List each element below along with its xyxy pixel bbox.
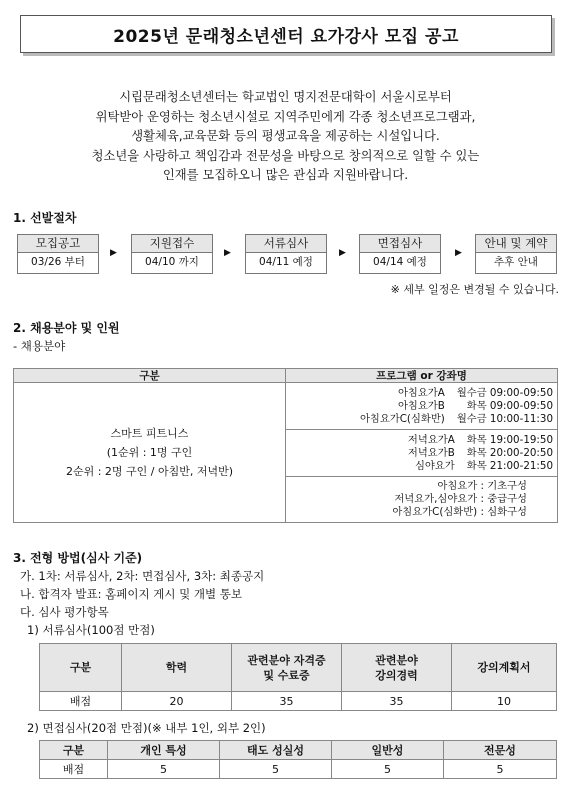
intro-paragraph — [0, 88, 571, 186]
program-cell — [286, 383, 558, 430]
program-name: 저녁요가B — [407, 446, 455, 459]
table-header: 전문성 — [444, 741, 557, 760]
interview-score-table — [39, 740, 557, 779]
program-name: 저녁요가A — [407, 433, 455, 446]
step-label: 모집공고 — [18, 235, 98, 253]
program-name: 아침요가C(심화반) — [359, 412, 445, 425]
step-value: 03/26 부터 — [31, 256, 85, 268]
program-name: 아침요가B — [397, 399, 445, 412]
step-label: 면접심사 — [360, 235, 440, 253]
section-heading-process: 1. 선발절차 — [13, 211, 77, 225]
step-value: 04/14 예정 — [373, 256, 427, 268]
program-schedule: 화목 21:00-21:50 — [466, 459, 553, 472]
arrow-right-icon: ▶ — [455, 248, 462, 258]
intro-line: 인재를 모집하오니 많은 관심과 지원바랍니다. — [162, 168, 409, 183]
page-title: 2025년 문래청소년센터 요가강사 모집 공고 — [20, 15, 552, 53]
step-box — [17, 234, 99, 274]
selection-flow — [17, 234, 557, 274]
program-schedule: 월수금 10:00-11:30 — [456, 412, 553, 425]
table-header: 학력 — [122, 644, 232, 692]
program-schedule: 화목 20:00-20:50 — [466, 446, 553, 459]
level-cell — [286, 477, 558, 523]
table-cell: 5 — [220, 760, 332, 779]
level-text: 아침요가C(심화반) : 심화구성 — [392, 506, 527, 518]
table-cell: 5 — [444, 760, 557, 779]
step-label: 안내 및 계약 — [476, 235, 556, 253]
intro-line: 위탁받아 운영하는 청소년시설로 지역주민에게 각종 청소년프로그램과, — [95, 109, 476, 124]
program-schedule: 월수금 09:00-09:50 — [456, 386, 553, 399]
table-header: 구분 — [14, 369, 286, 383]
step-value: 04/10 까지 — [145, 256, 199, 268]
recruit-table — [13, 368, 558, 523]
program-schedule: 화목 09:00-09:50 — [466, 399, 553, 412]
table-cell: 5 — [108, 760, 220, 779]
program-schedule: 화목 19:00-19:50 — [466, 433, 553, 446]
step-box — [475, 234, 557, 274]
level-text: 아침요가 : 기초구성 — [437, 480, 527, 492]
step-value: 04/11 예정 — [259, 256, 313, 268]
program-cell — [286, 430, 558, 477]
table-header: 구분 — [40, 644, 122, 692]
level-text: 저녁요가,심야요가 : 중급구성 — [394, 493, 527, 505]
table-header: 관련분야 강의경력 — [342, 644, 452, 692]
schedule-note: ※ 세부 일정은 변경될 수 있습니다. — [390, 283, 559, 296]
category-cell — [14, 383, 286, 523]
table-cell: 배점 — [40, 760, 108, 779]
table-cell: 20 — [122, 692, 232, 711]
section-heading-recruit: 2. 채용분야 및 인원 — [13, 321, 120, 335]
arrow-right-icon: ▶ — [110, 248, 117, 258]
method-line: 가. 1차: 서류심사, 2차: 면접심사, 3차: 최종공지 — [20, 569, 265, 583]
table-header: 관련분야 자격증 및 수료증 — [232, 644, 342, 692]
method-line: 나. 합격자 발표: 홈페이지 게시 및 개별 통보 — [20, 587, 242, 601]
table-header: 개인 특성 — [108, 741, 220, 760]
table-cell: 35 — [342, 692, 452, 711]
rank-text: 2순위 : 2명 구인 / 아침반, 저녁반) — [65, 465, 234, 478]
method-line: 다. 심사 평가항목 — [20, 605, 109, 619]
document-review-heading: 1) 서류심사(100점 만점) — [27, 623, 155, 637]
table-cell: 35 — [232, 692, 342, 711]
table-header: 구분 — [40, 741, 108, 760]
table-header: 프로그램 or 강좌명 — [286, 369, 558, 383]
step-box — [359, 234, 441, 274]
arrow-right-icon: ▶ — [339, 248, 346, 258]
step-label: 지원접수 — [132, 235, 212, 253]
step-label: 서류심사 — [246, 235, 326, 253]
table-header: 강의계획서 — [452, 644, 557, 692]
step-box — [245, 234, 327, 274]
table-cell: 5 — [332, 760, 444, 779]
category-name: 스마트 피트니스 — [110, 427, 189, 440]
intro-line: 청소년을 사랑하고 책임감과 전문성을 바탕으로 창의적으로 일할 수 있는 — [91, 148, 480, 163]
recruit-subheading: - 채용분야 — [13, 339, 66, 353]
interview-heading: 2) 면접심사(20점 만점)(※ 내부 1인, 외부 2인) — [27, 721, 266, 735]
rank-text: (1순위 : 1명 구인 — [106, 446, 193, 459]
intro-line: 시립문래청소년센터는 학교법인 명지전문대학이 서울시로부터 — [119, 90, 452, 104]
table-header: 태도 성실성 — [220, 741, 332, 760]
table-header: 일반성 — [332, 741, 444, 760]
step-box — [131, 234, 213, 274]
document-score-table — [39, 643, 557, 711]
program-name: 심야요가 — [414, 459, 455, 472]
program-name: 아침요가A — [397, 386, 445, 399]
arrow-right-icon: ▶ — [224, 248, 231, 258]
table-cell: 10 — [452, 692, 557, 711]
section-heading-method: 3. 전형 방법(심사 기준) — [13, 551, 143, 565]
intro-line: 생활체육,교육문화 등의 평생교육을 제공하는 시설입니다. — [131, 129, 440, 144]
step-value: 추후 안내 — [494, 256, 538, 268]
table-cell: 배점 — [40, 692, 122, 711]
